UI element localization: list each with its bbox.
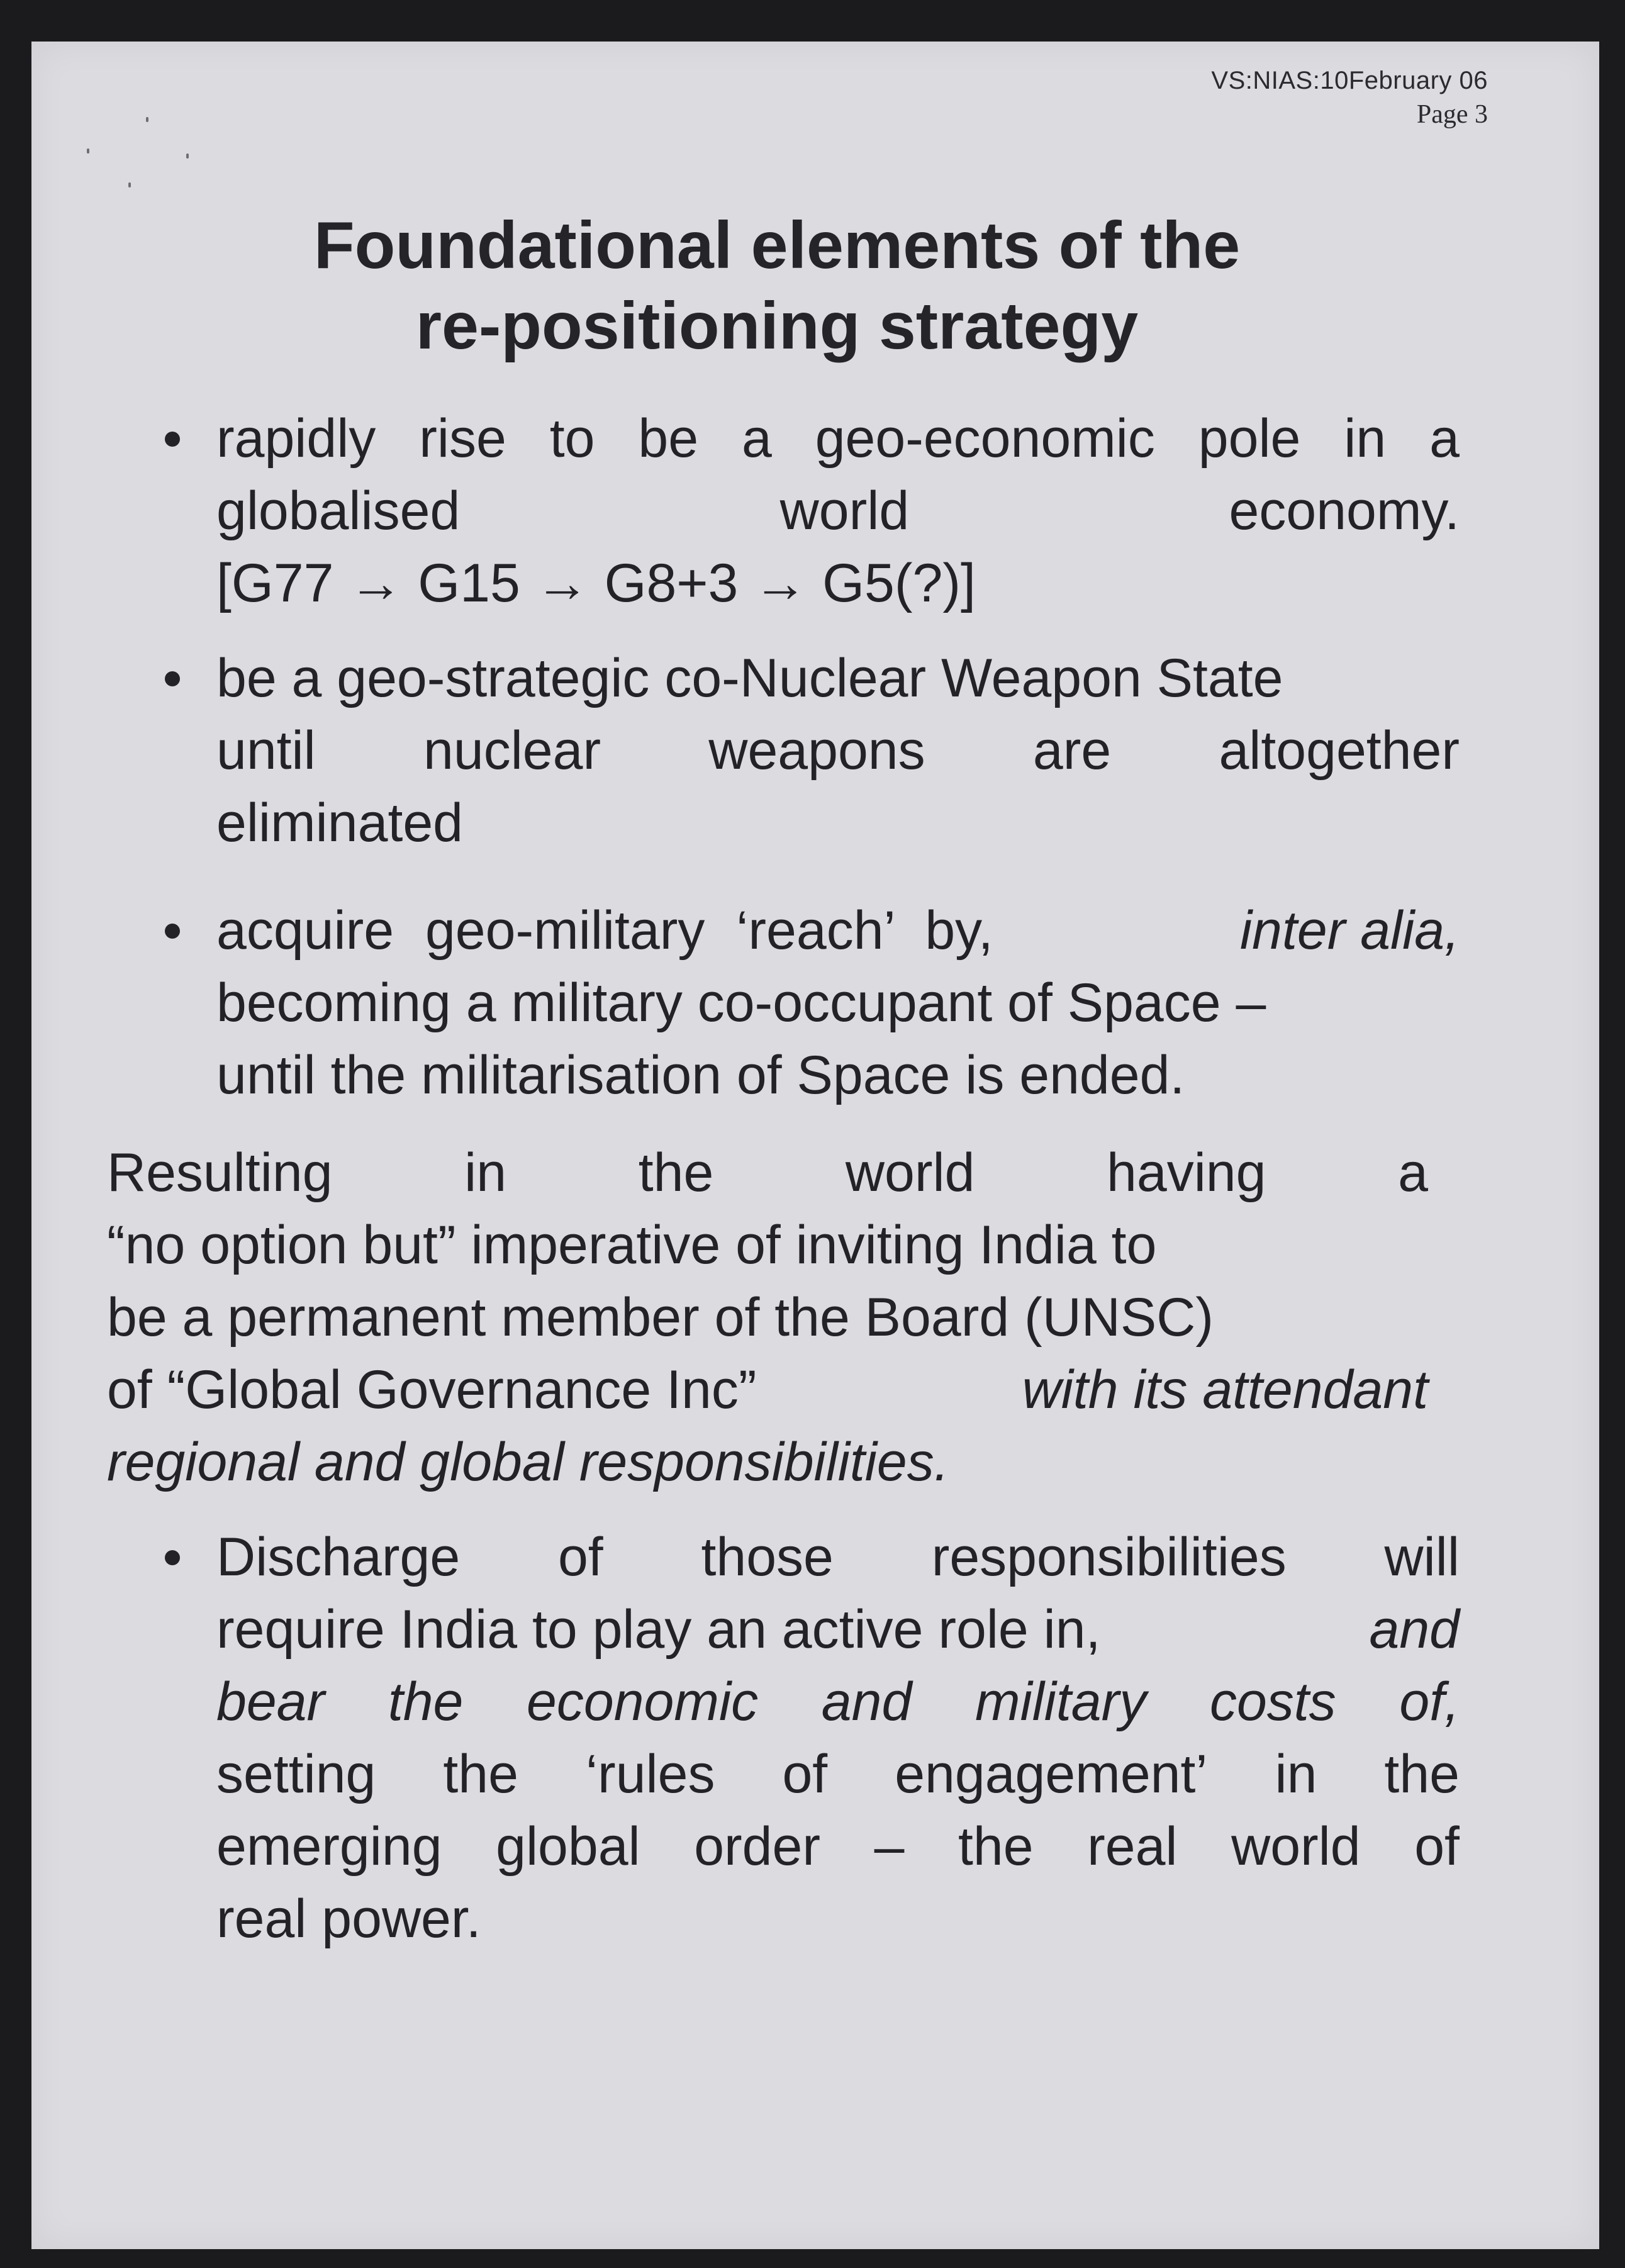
word: of, <box>1399 1672 1460 1732</box>
bullet-line <box>216 1811 1460 1883</box>
paragraph-line <box>107 1354 1428 1426</box>
word: in <box>1275 1744 1317 1804</box>
word: world <box>779 481 910 541</box>
bullet-item-geo-economic <box>138 403 1460 620</box>
word: – <box>874 1816 905 1877</box>
word: world <box>845 1142 975 1203</box>
word: economy. <box>1229 481 1460 541</box>
main-content <box>107 403 1460 1955</box>
word: are <box>1032 720 1112 781</box>
text-run: of “Global Governance Inc” <box>107 1360 757 1420</box>
word: those <box>701 1527 834 1587</box>
bullet-line <box>216 1521 1460 1594</box>
italic-text: inter alia, <box>1240 900 1460 961</box>
bullet-line <box>216 895 1460 967</box>
paragraph-line: “no option but” imperative of inviting India to <box>107 1215 1157 1275</box>
document-reference: VS:NIAS:10February 06 <box>1211 67 1488 94</box>
bullet-line <box>216 1594 1460 1666</box>
word: the <box>388 1672 464 1732</box>
word: the <box>638 1142 714 1203</box>
text-run: acquire geo-military ‘reach’ by, <box>216 900 993 961</box>
bullet-line: until the militarisation of Space is ended. <box>216 1045 1185 1105</box>
word: be <box>638 408 699 469</box>
word: economic <box>527 1672 759 1732</box>
paper-mark <box>128 182 131 187</box>
word: global <box>496 1816 640 1877</box>
text-run: require India to play an active role in, <box>216 1599 1101 1660</box>
page-number: Page 3 <box>1416 100 1488 129</box>
word: responsibilities <box>931 1527 1287 1587</box>
paper-mark <box>87 148 89 154</box>
italic-text: and <box>1369 1599 1460 1660</box>
word: altogether <box>1219 720 1460 781</box>
bullet-dot-icon <box>165 1550 180 1565</box>
word: bear <box>216 1672 325 1732</box>
bullet-dot-icon <box>165 671 180 686</box>
bullet-dot-icon <box>165 924 180 939</box>
bullet-line: be a geo-strategic co-Nuclear Weapon State <box>216 648 1283 708</box>
word: a <box>1398 1142 1428 1203</box>
word: Discharge <box>216 1527 461 1587</box>
paper-mark <box>186 154 189 159</box>
paper-mark <box>146 117 148 122</box>
word: engagement’ <box>895 1744 1208 1804</box>
word: costs <box>1209 1672 1336 1732</box>
word: of <box>1414 1816 1460 1877</box>
word: the <box>958 1816 1034 1877</box>
word: pole <box>1198 408 1301 469</box>
word: having <box>1107 1142 1266 1203</box>
bullet-line <box>216 1738 1460 1811</box>
word: to <box>549 408 595 469</box>
word: weapons <box>708 720 925 781</box>
bullet-line <box>216 403 1460 475</box>
page-title-line-1: Foundational elements of the <box>313 208 1241 282</box>
word: world <box>1231 1816 1361 1877</box>
bullet-item-discharge <box>138 1521 1460 1955</box>
word: until <box>216 720 316 781</box>
italic-paragraph-line: regional and global responsibilities. <box>107 1432 949 1492</box>
page-title-line-2: re-positioning strategy <box>415 289 1139 363</box>
word: emerging <box>216 1816 442 1877</box>
bullet-line: becoming a military co-occupant of Space – <box>216 973 1266 1033</box>
bullet-line <box>216 715 1460 787</box>
word: geo-economic <box>815 408 1155 469</box>
bullet-dot-icon <box>165 432 180 447</box>
word: rapidly <box>216 408 376 469</box>
word: military <box>974 1672 1147 1732</box>
word: a <box>741 408 772 469</box>
paragraph-line: be a permanent member of the Board (UNSC) <box>107 1287 1214 1348</box>
bullet-item-geo-strategic <box>138 642 1460 859</box>
word: of <box>782 1744 828 1804</box>
word: setting <box>216 1744 376 1804</box>
bullet-line: real power. <box>216 1889 481 1949</box>
italic-text: with its attendant <box>1022 1360 1428 1420</box>
bullet-item-geo-military <box>138 895 1460 1112</box>
word: the <box>443 1744 518 1804</box>
resulting-paragraph <box>107 1137 1428 1499</box>
word: the <box>1384 1744 1460 1804</box>
word: globalised <box>216 481 461 541</box>
bullet-line: eliminated <box>216 793 463 853</box>
word: Resulting <box>107 1142 333 1203</box>
word: will <box>1384 1527 1460 1587</box>
bullet-line <box>216 475 1460 547</box>
paragraph-line <box>107 1137 1428 1209</box>
group-progression: [G77 → G15 → G8+3 → G5(?)] <box>216 553 976 613</box>
word: ‘rules <box>585 1744 715 1804</box>
word: in <box>1344 408 1387 469</box>
word: a <box>1429 408 1460 469</box>
word: real <box>1087 1816 1178 1877</box>
word: order <box>694 1816 820 1877</box>
word: nuclear <box>423 720 601 781</box>
word: rise <box>419 408 506 469</box>
bullet-line <box>216 1666 1460 1738</box>
word: in <box>464 1142 507 1203</box>
word: and <box>821 1672 912 1732</box>
word: of <box>557 1527 603 1587</box>
